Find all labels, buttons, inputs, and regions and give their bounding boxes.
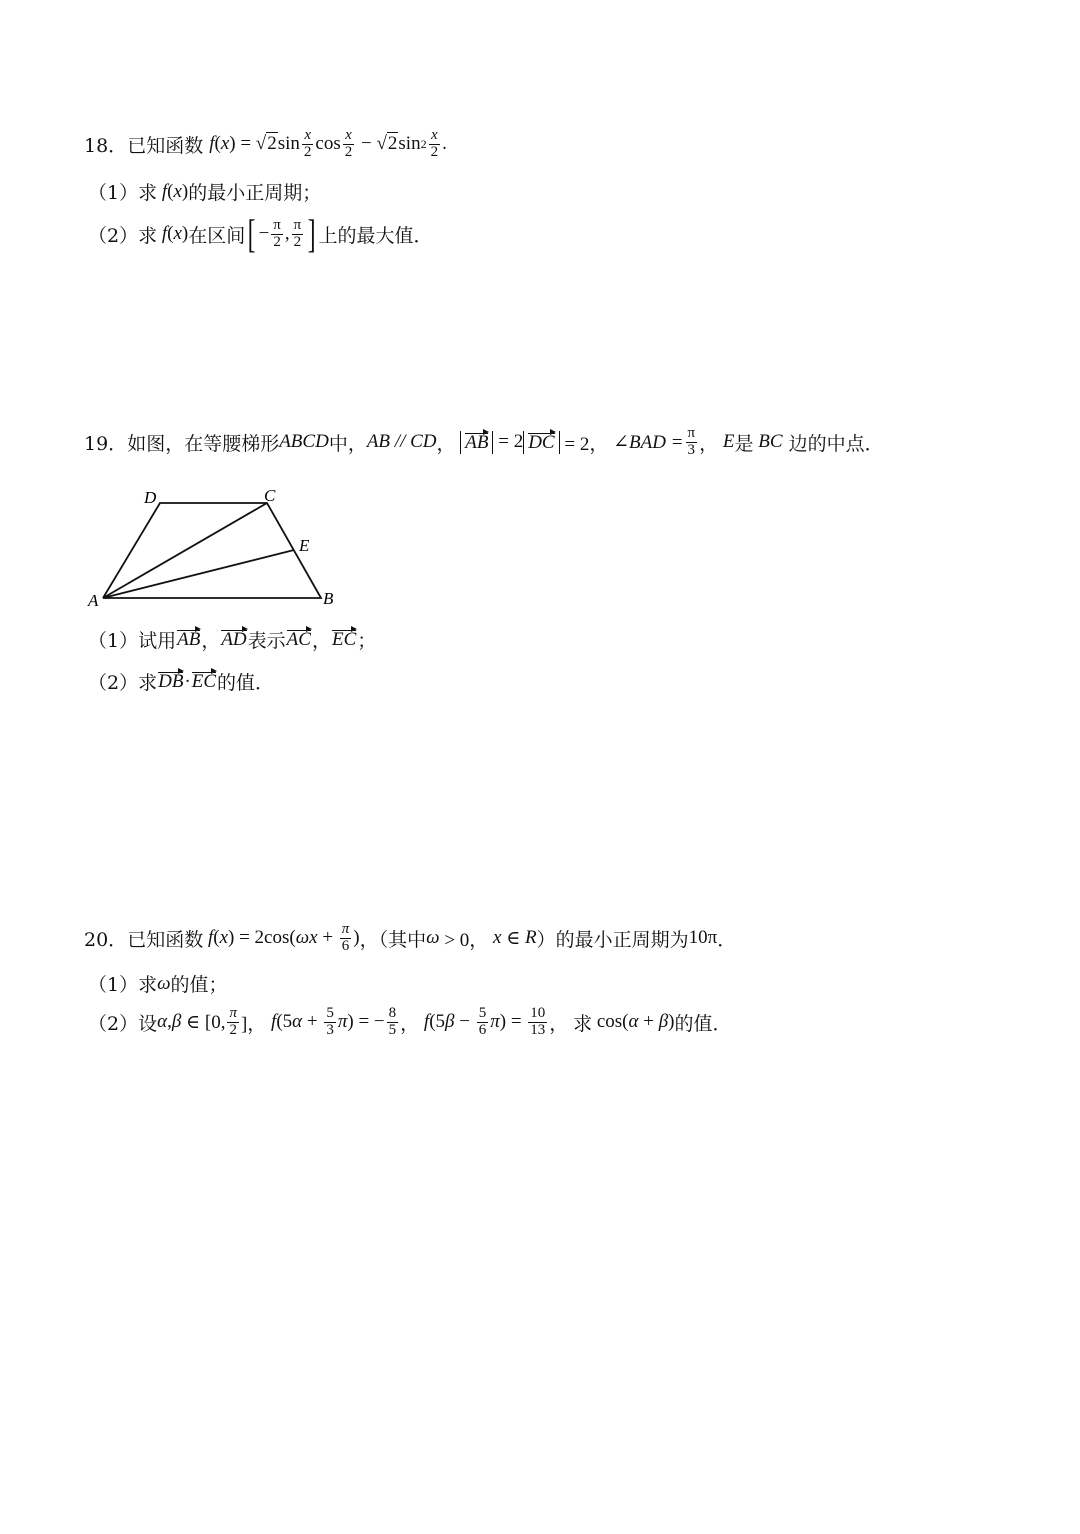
q18-number: 18． <box>84 134 128 157</box>
q19-stem-a: 如图，在等腰梯形 <box>127 432 280 455</box>
q19-bc: BC <box>758 431 783 453</box>
q19-sub1-a: （1）试用 <box>88 630 177 652</box>
q19-sub2-b: 的值． <box>217 672 275 694</box>
q20-sub1-b: 的值； <box>170 974 228 996</box>
label-d: D <box>144 488 157 507</box>
q20-stem-a: 已知函数 <box>127 928 204 951</box>
q18-sub2-mid: 在区间 <box>188 224 246 247</box>
q20-stem-c: ）的最小正周期为 <box>536 928 689 951</box>
q20-stem: 20． 已知函数 f ( x ) = 2cos( ωx + $\frac{\pi}{6}$ ) ，（其中 ω > 0， x ∈ R ）的最小正周期为 10π ． <box>84 921 737 954</box>
q19-sub1: （1）试用 AB ， AD 表示 AC ， EC ； <box>88 626 376 653</box>
q19-trapezoid-name: ABCD <box>279 431 329 453</box>
label-a: A <box>88 591 99 610</box>
q18-sub1-label: （1）求 <box>88 182 158 204</box>
q20-sub2: （2）设 α , β ∈ [0, $\frac{\pi}{2}$ ]， f (5 α + $\frac{5}{3}$ π ) = − $\frac{8}{5}$ ， f (5 β − $\frac{5}{6}$ π ) = $\frac{10}{13}$ ， 求 cos( α + β ) 的值． <box>88 1005 732 1038</box>
q19-stem-b: 中， <box>328 432 367 455</box>
q19-sub1-b: 表示 <box>247 630 286 652</box>
q20-sub1-a: （1）求 <box>88 974 158 996</box>
q19-sub2-a: （2）求 <box>88 672 158 694</box>
q20-sub1: （1）求 ω 的值； <box>88 970 228 997</box>
q20-number: 20． <box>84 928 128 951</box>
q19-stem: 19． 如图，在等腰梯形 ABCD 中， AB // CD ， AB = 2 DC = 2， ∠BAD = $\frac{\pi}{3}$ ， E 是 BC 边的中点． <box>84 425 884 458</box>
label-c: C <box>264 486 276 505</box>
q18-sub2-label: （2）求 <box>88 224 158 247</box>
q20-period: 10π <box>688 927 718 949</box>
q18-sub2: （2）求 f ( x ) 在区间 [ − $\frac{\pi}{2}$ , $\frac{\pi}{2}$ ] 上的最大值． <box>88 211 433 256</box>
q19-parallel: AB // CD <box>366 431 437 453</box>
q20-sub2-c: 的值． <box>674 1012 732 1035</box>
q19-number: 19． <box>84 432 128 455</box>
q20-sub2-b: 求 <box>573 1012 593 1035</box>
q18-stem-text: 已知函数 <box>127 134 204 157</box>
q18-stem: 18． 已知函数 f ( x ) = √2 sin $\frac{x}{2}$ cos $\frac{x}{2}$ − √2 sin 2 $\frac{x}{2}$ . <box>84 127 447 160</box>
q19-sub2: （2）求 DB · EC 的值． <box>88 668 274 695</box>
q19-point-e: E <box>722 431 735 453</box>
q20-sub2-a: （2）设 <box>88 1012 158 1035</box>
q18-sub1: （1）求 f ( x ) 的最小正周期； <box>88 178 321 205</box>
q19-stem-c: 是 <box>734 432 754 455</box>
q19-stem-d: 边的中点． <box>788 432 884 455</box>
q20-stem-b: ，（其中 <box>359 928 427 951</box>
q18-sub2-text: 上的最大值． <box>318 224 433 247</box>
label-e: E <box>299 536 310 555</box>
q18-sub1-text: 的最小正周期； <box>188 182 322 204</box>
q18-formula: f <box>209 133 215 155</box>
label-b: B <box>323 589 334 608</box>
q19-trapezoid-figure <box>84 484 344 614</box>
q19-angle: ∠BAD = <box>613 431 684 453</box>
